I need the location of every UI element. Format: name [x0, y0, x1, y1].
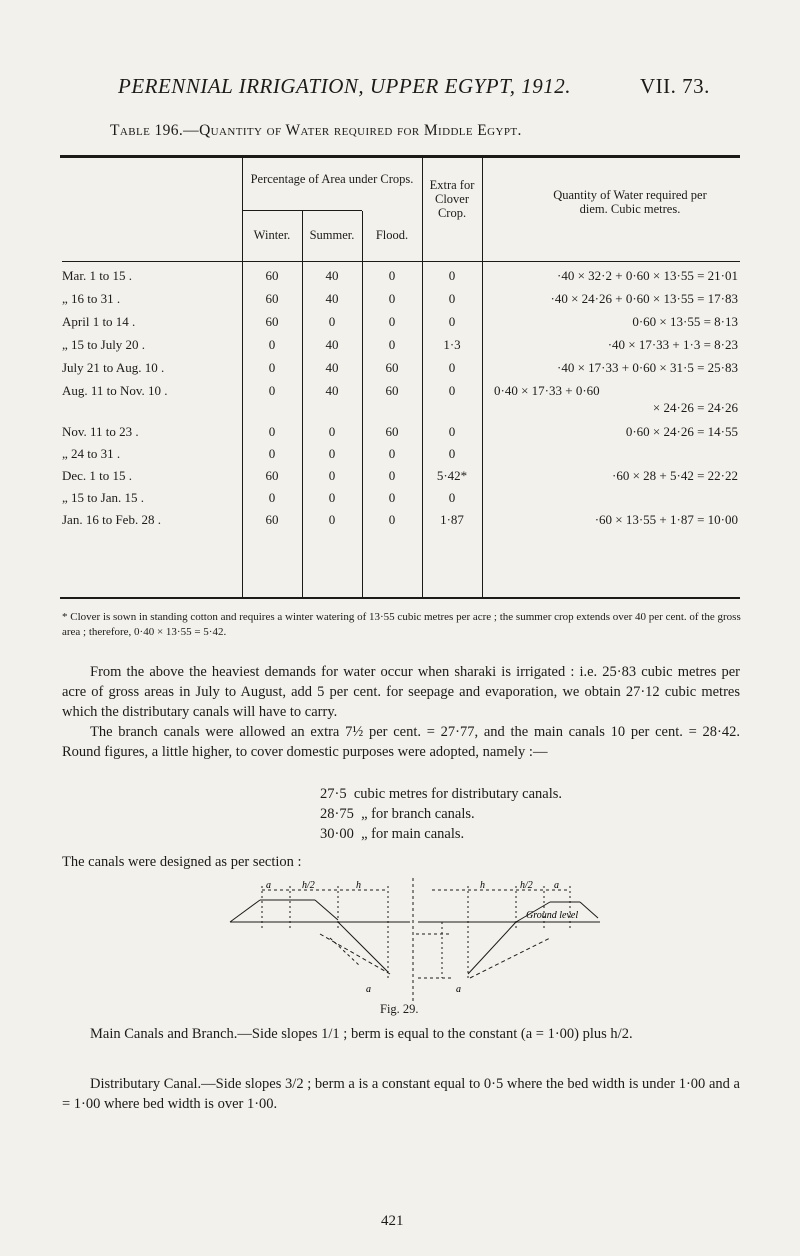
note-distributary-canal: Distributary Canal.—Side slopes 3/2 ; berm a is a constant equal to 0·5 where the bed width is under 1·00 and a = 1·00 where bed width is over 1·00. [62, 1076, 740, 1112]
row-flood: 0 [388, 490, 396, 505]
left-inner-slope [315, 900, 338, 920]
row-winter: 60 [265, 268, 279, 283]
row-winter: 60 [265, 512, 279, 527]
row-extra: 0 [448, 490, 456, 505]
table-caption: Table 196.—Quantity of Water required for Middle Egypt. [110, 122, 522, 139]
row-flood: 0 [388, 512, 396, 527]
row-extra: 5·42* [436, 468, 468, 483]
row-period: Mar. 1 to 15 . [62, 268, 133, 283]
row-summer: 40 [325, 291, 339, 306]
row-winter: 0 [268, 337, 276, 352]
row-summer: 40 [325, 268, 339, 283]
row-period: „ 15 to Jan. 15 . [62, 490, 144, 505]
list-text: „ for main canals. [361, 826, 465, 842]
row-formula: ·40 × 24·26 + 0·60 × 13·55 = 17·83 [550, 291, 738, 306]
paragraph-heaviest-demands: From the above the heaviest demands for water occur when sharaki is irrigated : i.e. 25·83 cubic metres per acre of gross areas in July to August, add 5 per cent. for seepage and evaporation, we obtain 27·12 cubic metres which the distributary canals will have to carry. [62, 664, 740, 720]
dim-h2-right-label: h/2 [520, 880, 533, 891]
left-bed-slope [338, 922, 388, 972]
row-extra: 0 [448, 446, 456, 461]
row-extra: 1·87 [440, 512, 464, 527]
row-formula: ·40 × 32·2 + 0·60 × 13·55 = 21·01 [557, 268, 738, 283]
row-period: Aug. 11 to Nov. 10 . [62, 383, 168, 398]
row-flood: 60 [385, 424, 399, 439]
row-period: „ 15 to July 20 . [62, 337, 146, 352]
header-summer: Summer. [309, 228, 355, 242]
row-formula: 0·60 × 13·55 = 8·13 [632, 314, 738, 329]
row-formula: 0·60 × 24·26 = 14·55 [625, 424, 738, 439]
row-winter: 0 [268, 383, 276, 398]
list-value: 30·00 [320, 826, 354, 842]
row-winter: 0 [268, 424, 276, 439]
row-winter: 60 [265, 291, 279, 306]
row-summer: 0 [328, 424, 336, 439]
header-flood: Flood. [375, 228, 409, 242]
row-summer: 0 [328, 512, 336, 527]
row-period: „ 24 to 31 . [62, 446, 121, 461]
row-period: July 21 to Aug. 10 . [62, 360, 165, 375]
row-winter: 0 [268, 446, 276, 461]
row-winter: 60 [265, 314, 279, 329]
table-bottom-rule [60, 597, 740, 599]
row-extra: 0 [448, 268, 456, 283]
running-header-reference: VII. 73. [640, 74, 710, 98]
row-summer: 40 [325, 337, 339, 352]
dim-h-label: h [356, 880, 361, 891]
table-top-rule [60, 155, 740, 158]
figure-caption: Fig. 29. [380, 1002, 419, 1016]
row-extra: 0 [448, 291, 456, 306]
row-flood: 0 [388, 291, 396, 306]
row-formula: ·60 × 28 + 5·42 = 22·22 [612, 468, 738, 483]
row-period: April 1 to 14 . [62, 314, 136, 329]
dim-a-label: a [266, 880, 271, 891]
dim-a-right-label: a [554, 880, 559, 891]
row-extra: 0 [448, 424, 456, 439]
row-summer: 40 [325, 360, 339, 375]
row-flood: 60 [385, 360, 399, 375]
note-main-canals: Main Canals and Branch.—Side slopes 1/1 ; berm is equal to the constant (a = 1·00) plus h/2. [90, 1026, 633, 1042]
list-value: 27·5 [320, 786, 347, 802]
row-summer: 0 [328, 446, 336, 461]
paragraph-section-intro: The canals were designed as per section : [62, 854, 302, 870]
dim-h2-label: h/2 [302, 880, 315, 891]
ground-level-label: Ground level [526, 910, 579, 921]
header-extra-clover: Extra for Clover Crop. [429, 178, 475, 220]
list-item-distributary [320, 784, 562, 804]
row-flood: 0 [388, 468, 396, 483]
dim-a-right-bottom-label: a [456, 984, 461, 995]
dim-h-right-label: h [480, 880, 485, 891]
header-area-group: Percentage of Area under Crops. [250, 172, 414, 186]
table-header-rule [62, 261, 740, 262]
left-bank-slope [230, 900, 260, 922]
row-formula: ·60 × 13·55 + 1·87 = 10·00 [594, 512, 738, 527]
row-flood: 0 [388, 337, 396, 352]
right-bed-slope [468, 922, 516, 974]
list-text: „ for branch canals. [361, 806, 475, 822]
table-footnote: * Clover is sown in standing cotton and requires a winter watering of 13·55 cubic metres per acre ; the summer crop extends over 40 per cent. of the gross area ; therefore, 0·40 × 13·55 = 5·42. [62, 611, 741, 638]
row-flood: 0 [388, 446, 396, 461]
row-flood: 0 [388, 314, 396, 329]
row-period: Nov. 11 to 23 . [62, 424, 139, 439]
row-formula-continued: × 24·26 = 24·26 [652, 400, 738, 415]
list-item-branch [320, 804, 475, 824]
row-extra: 0 [448, 383, 456, 398]
row-formula: 0·40 × 17·33 + 0·60 [494, 383, 600, 398]
row-flood: 60 [385, 383, 399, 398]
row-flood: 0 [388, 268, 396, 283]
paragraph-branch-canals: The branch canals were allowed an extra 7½ per cent. = 27·77, and the main canals 10 per cent. = 28·42. Round figures, a little higher, to cover domestic purposes were adopted, namely :— [62, 724, 740, 760]
row-winter: 0 [268, 490, 276, 505]
row-winter: 60 [265, 468, 279, 483]
row-period: Jan. 16 to Feb. 28 . [62, 512, 161, 527]
list-value: 28·75 [320, 806, 354, 822]
row-summer: 0 [328, 314, 336, 329]
row-formula: ·40 × 17·33 + 0·60 × 31·5 = 25·83 [557, 360, 738, 375]
row-period: „ 16 to 31 . [62, 291, 121, 306]
row-extra: 0 [448, 360, 456, 375]
list-item-main [320, 824, 464, 844]
row-period: Dec. 1 to 15 . [62, 468, 133, 483]
header-quantity: Quantity of Water required per diem. Cubic metres. [553, 188, 707, 216]
row-summer: 0 [328, 490, 336, 505]
dim-a-bottom-label: a [366, 984, 371, 995]
row-summer: 0 [328, 468, 336, 483]
row-extra: 0 [448, 314, 456, 329]
row-winter: 0 [268, 360, 276, 375]
canal-section-figure [220, 878, 600, 1004]
row-summer: 40 [325, 383, 339, 398]
row-extra: 1·3 [443, 337, 461, 352]
running-header-title: PERENNIAL IRRIGATION, UPPER EGYPT, 1912. [118, 74, 571, 98]
list-text: cubic metres for distributary canals. [353, 786, 563, 802]
page-number: 421 [381, 1213, 404, 1229]
header-winter: Winter. [253, 228, 291, 242]
row-formula: ·40 × 17·33 + 1·3 = 8·23 [607, 337, 738, 352]
